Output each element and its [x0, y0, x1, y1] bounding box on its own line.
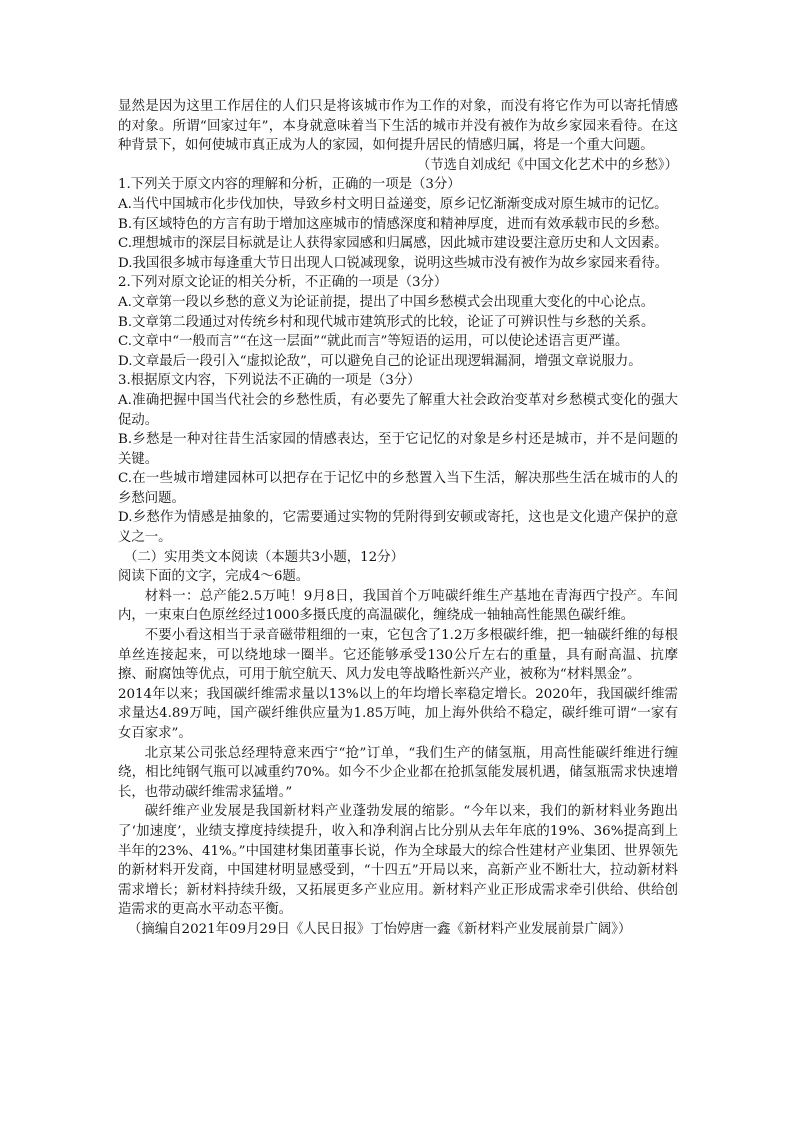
material-1-paragraph: 碳纤维产业发展是我国新材料产业蓬勃发展的缩影。“今年以来，我们的新材料业务跑出了‘加速度’，业绩支撑度持续提升，收入和净利润占比分别从去年年底的19%、36%提高到上半年的23%、41%。”中国建材集团董事长说，作为全球最大的综合性建材产业集团、世界领先的新材料开发商，中国建材明显感受到，“十四五”开局以来，高新产业不断壮大，拉动新材料需求增长；新材料持续升级，又拓展更多产业应用。新材料产业正形成需求牵引供给、供给创造需求的更高水平动态平衡。 [118, 804, 678, 918]
question-1-option-a: A.当代中国城市化步伐加快，导致乡村文明日益递变，原乡记忆渐渐变成对原生城市的记忆。 [118, 196, 668, 212]
question-2-stem: 2.下列对原文论证的相关分析，不正确的一项是（3分） [118, 275, 448, 291]
material-1-paragraph: 北京某公司张总经理特意来西宁“抢”订单，“我们生产的储氢瓶，用高性能碳纤维进行缠绕，相比纯钢气瓶可以减重约70%。如今不少企业都在抢抓氢能发展机遇，储氢瓶需求快速增长，也带动碳纤维需求猛增。” [118, 745, 678, 800]
question-1-option-b: B.有区域特色的方言有助于增加这座城市的情感深度和精神厚度，进而有效承载市民的乡愁。 [118, 216, 668, 232]
question-1-option-d: D.我国很多城市每逢重大节日出现人口锐减现象，说明这些城市没有被作为故乡家园来看待。 [118, 255, 669, 271]
question-3-stem: 3.根据原文内容，下列说法不正确的一项是（3分） [118, 373, 421, 389]
material-1-paragraph: 2014年以来；我国碳纤维需求量以13%以上的年均增长率稳定增长。2020年，我国碳纤维需求量达4.89万吨，国产碳纤维供应量为1.85万吨，加上海外供给不稳定，碳纤维可谓“一家有女百家求”。 [118, 686, 678, 741]
material-1-paragraph: 材料一：总产能2.5万吨！9月8日，我国首个万吨碳纤维生产基地在青海西宁投产。车间内，一束束白色原丝经过1000多摄氏度的高温碳化，缠绕成一轴轴高性能黑色碳纤维。 [118, 588, 678, 624]
document-page [118, 97, 678, 940]
passage-source: （节选自刘成纪《中国文化艺术中的乡愁》） [416, 157, 678, 173]
question-2-option-c: C.文章中“一般而言”“在这一层面”“就此而言”等短语的运用，可以使论述语言更严谨。 [118, 334, 629, 350]
passage-text: 显然是因为这里工作居住的人们只是将该城市作为工作的对象，而没有将它作为可以寄托情感的对象。所谓“回家过年”，本身就意味着当下生活的城市并没有被作为故乡家园来看待。在这种背景下，如何使城市真正成为人的家园，如何提升居民的情感归属，将是一个重大问题。 [118, 99, 678, 154]
question-3-option-b: B.乡愁是一种对往昔生活家园的情感表达，至于它记忆的对象是乡村还是城市，并不是问题的关键。 [118, 432, 678, 467]
question-1-stem: 1.下列关于原文内容的理解和分析，正确的一项是（3分） [118, 177, 461, 193]
question-3-option-d: D.乡愁作为情感是抽象的，它需要通过实物的凭附得到安顿或寄托，这也是文化遗产保护的意义之一。 [118, 510, 678, 546]
question-2-option-d: D.文章最后一段引入“虚拟论敌”，可以避免自己的论证出现逻辑漏洞，增强文章说服力。 [118, 353, 642, 369]
question-3-option-c: C.在一些城市增建园林可以把存在于记忆中的乡愁置入当下生活，解决那些生活在城市的人的乡愁问题。 [118, 471, 678, 506]
section-2-instruction: 阅读下面的文字，完成4～6题。 [118, 569, 310, 585]
question-2-option-b: B.文章第二段通过对传统乡村和现代城市建筑形式的比较，论证了可辨识性与乡愁的关系。 [118, 314, 655, 330]
question-3-option-a: A.准确把握中国当代社会的乡愁性质，有必要先了解重大社会政治变革对乡愁模式变化的强大促动。 [118, 392, 678, 428]
material-1-paragraph: 不要小看这相当于录音磁带粗细的一束，它包含了1.2万多根碳纤维，把一轴碳纤维的每根单丝连接起来，可以绕地球一圈半。它还能够承受130公斤左右的重量，具有耐高温、抗摩擦、耐腐蚀等优点，可用于航空航天、风力发电等战略性新兴产业，被称为“材料黑金”。 [118, 628, 678, 683]
question-2-option-a: A.文章第一段以乡愁的意义为论证前提，提出了中国乡愁模式会出现重大变化的中心论点。 [118, 294, 655, 310]
question-1-option-c: C.理想城市的深层目标就是让人获得家园感和归属感，因此城市建设要注意历史和人文因素。 [118, 236, 668, 252]
section-2-heading: （二）实用类文本阅读（本题共3小题，12分） [124, 549, 404, 565]
material-1-source: （摘编自2021年09月29日《人民日报》丁怡婷唐一鑫《新材料产业发展前景广阔》） [128, 921, 632, 937]
